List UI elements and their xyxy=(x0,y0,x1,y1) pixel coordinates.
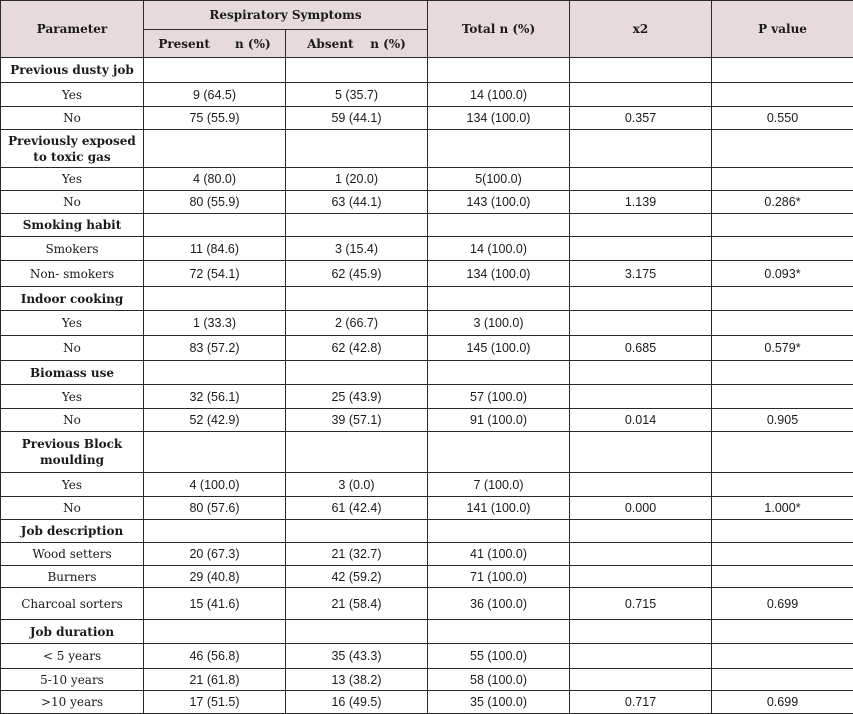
x2-cell: 0.000 xyxy=(570,497,712,520)
row-label: < 5 years xyxy=(1,644,144,669)
absent-cell: 5 (35.7) xyxy=(286,83,428,107)
table-row xyxy=(1,543,853,566)
row-label: Yes xyxy=(1,83,144,107)
x2-cell xyxy=(570,543,712,566)
x2-cell: 0.715 xyxy=(570,588,712,620)
total-cell: 91 (100.0) xyxy=(428,409,570,432)
total-cell: 3 (100.0) xyxy=(428,311,570,336)
section-title: Job duration xyxy=(1,620,144,644)
section-title: Indoor cooking xyxy=(1,287,144,311)
total-cell: 41 (100.0) xyxy=(428,543,570,566)
total-cell: 14 (100.0) xyxy=(428,83,570,107)
total-cell: 36 (100.0) xyxy=(428,588,570,620)
row-label: Non- smokers xyxy=(1,261,144,287)
section-title: Previous dusty job xyxy=(1,58,144,83)
x2-cell xyxy=(570,669,712,691)
empty-cell xyxy=(144,58,286,83)
total-cell: 134 (100.0) xyxy=(428,261,570,287)
table-row xyxy=(1,409,853,432)
header-p-value: P value xyxy=(712,1,853,58)
section-header-row xyxy=(1,520,853,543)
section-header-row xyxy=(1,130,853,168)
p-value-cell xyxy=(712,543,853,566)
absent-cell: 3 (15.4) xyxy=(286,237,428,261)
present-cell: 11 (84.6) xyxy=(144,237,286,261)
header-total: Total n (%) xyxy=(428,1,570,58)
row-label: Yes xyxy=(1,473,144,497)
table-row xyxy=(1,336,853,361)
row-label: 5-10 years xyxy=(1,669,144,691)
absent-cell: 42 (59.2) xyxy=(286,566,428,588)
p-value-cell: 0.093* xyxy=(712,261,853,287)
empty-cell xyxy=(428,130,570,168)
absent-cell: 2 (66.7) xyxy=(286,311,428,336)
row-label: Yes xyxy=(1,311,144,336)
absent-cell: 63 (44.1) xyxy=(286,191,428,214)
section-header-row xyxy=(1,432,853,473)
absent-cell: 59 (44.1) xyxy=(286,107,428,130)
absent-cell: 13 (38.2) xyxy=(286,669,428,691)
empty-cell xyxy=(286,287,428,311)
row-label: Yes xyxy=(1,385,144,409)
row-label: Wood setters xyxy=(1,543,144,566)
p-value-cell: 1.000* xyxy=(712,497,853,520)
empty-cell xyxy=(144,130,286,168)
present-cell: 72 (54.1) xyxy=(144,261,286,287)
empty-cell xyxy=(570,361,712,385)
x2-cell xyxy=(570,168,712,191)
present-cell: 83 (57.2) xyxy=(144,336,286,361)
present-cell: 32 (56.1) xyxy=(144,385,286,409)
section-header-row xyxy=(1,287,853,311)
total-cell: 143 (100.0) xyxy=(428,191,570,214)
row-label: Yes xyxy=(1,168,144,191)
section-header-row xyxy=(1,58,853,83)
total-cell: 145 (100.0) xyxy=(428,336,570,361)
empty-cell xyxy=(286,58,428,83)
present-cell: 17 (51.5) xyxy=(144,691,286,714)
total-cell: 14 (100.0) xyxy=(428,237,570,261)
present-cell: 75 (55.9) xyxy=(144,107,286,130)
total-cell: 57 (100.0) xyxy=(428,385,570,409)
empty-cell xyxy=(144,520,286,543)
p-value-cell xyxy=(712,83,853,107)
absent-cell: 21 (32.7) xyxy=(286,543,428,566)
p-value-cell: 0.699 xyxy=(712,588,853,620)
row-label: Smokers xyxy=(1,237,144,261)
absent-cell: 35 (43.3) xyxy=(286,644,428,669)
row-label: No xyxy=(1,191,144,214)
table-row xyxy=(1,669,853,691)
section-header-row xyxy=(1,214,853,237)
header-absent: Absent n (%) xyxy=(286,30,428,58)
total-cell: 7 (100.0) xyxy=(428,473,570,497)
section-header-row xyxy=(1,361,853,385)
table-body xyxy=(1,58,853,714)
table-row xyxy=(1,385,853,409)
empty-cell xyxy=(570,287,712,311)
header-present: Present n (%) xyxy=(144,30,286,58)
row-label: No xyxy=(1,409,144,432)
x2-cell xyxy=(570,473,712,497)
absent-cell: 39 (57.1) xyxy=(286,409,428,432)
total-cell: 5(100.0) xyxy=(428,168,570,191)
empty-cell xyxy=(286,620,428,644)
header-parameter: Parameter xyxy=(1,1,144,58)
empty-cell xyxy=(286,432,428,473)
present-cell: 9 (64.5) xyxy=(144,83,286,107)
table-row xyxy=(1,311,853,336)
empty-cell xyxy=(712,130,853,168)
table-header xyxy=(1,1,853,58)
p-value-cell xyxy=(712,644,853,669)
empty-cell xyxy=(428,361,570,385)
table-row xyxy=(1,237,853,261)
table-row xyxy=(1,261,853,287)
empty-cell xyxy=(712,214,853,237)
table-row xyxy=(1,497,853,520)
p-value-cell xyxy=(712,168,853,191)
present-cell: 21 (61.8) xyxy=(144,669,286,691)
present-cell: 15 (41.6) xyxy=(144,588,286,620)
section-title: Previous Block moulding xyxy=(1,432,144,473)
empty-cell xyxy=(428,214,570,237)
empty-cell xyxy=(570,214,712,237)
total-cell: 134 (100.0) xyxy=(428,107,570,130)
row-label: No xyxy=(1,336,144,361)
empty-cell xyxy=(570,520,712,543)
x2-cell: 3.175 xyxy=(570,261,712,287)
x2-cell xyxy=(570,311,712,336)
p-value-cell: 0.286* xyxy=(712,191,853,214)
section-title: Biomass use xyxy=(1,361,144,385)
p-value-cell xyxy=(712,237,853,261)
absent-cell: 62 (45.9) xyxy=(286,261,428,287)
p-value-cell xyxy=(712,385,853,409)
empty-cell xyxy=(428,520,570,543)
empty-cell xyxy=(712,287,853,311)
present-cell: 4 (80.0) xyxy=(144,168,286,191)
table-row xyxy=(1,473,853,497)
empty-cell xyxy=(144,214,286,237)
empty-cell xyxy=(712,361,853,385)
table-row xyxy=(1,191,853,214)
absent-cell: 16 (49.5) xyxy=(286,691,428,714)
table-row xyxy=(1,588,853,620)
table-row xyxy=(1,644,853,669)
present-cell: 1 (33.3) xyxy=(144,311,286,336)
row-label: No xyxy=(1,497,144,520)
x2-cell: 0.357 xyxy=(570,107,712,130)
p-value-cell: 0.699 xyxy=(712,691,853,714)
x2-cell xyxy=(570,385,712,409)
present-cell: 46 (56.8) xyxy=(144,644,286,669)
present-cell: 80 (55.9) xyxy=(144,191,286,214)
present-cell: 80 (57.6) xyxy=(144,497,286,520)
x2-cell: 0.717 xyxy=(570,691,712,714)
absent-cell: 21 (58.4) xyxy=(286,588,428,620)
header-x2: x2 xyxy=(570,1,712,58)
header-respiratory-symptoms: Respiratory Symptoms xyxy=(144,1,428,30)
empty-cell xyxy=(428,58,570,83)
section-title: Job description xyxy=(1,520,144,543)
empty-cell xyxy=(286,130,428,168)
row-label: Burners xyxy=(1,566,144,588)
total-cell: 58 (100.0) xyxy=(428,669,570,691)
section-header-row xyxy=(1,620,853,644)
section-title: Smoking habit xyxy=(1,214,144,237)
empty-cell xyxy=(428,432,570,473)
empty-cell xyxy=(712,520,853,543)
present-cell: 4 (100.0) xyxy=(144,473,286,497)
table-row xyxy=(1,168,853,191)
absent-cell: 62 (42.8) xyxy=(286,336,428,361)
row-label: Charcoal sorters xyxy=(1,588,144,620)
p-value-cell: 0.550 xyxy=(712,107,853,130)
table-row xyxy=(1,107,853,130)
empty-cell xyxy=(570,432,712,473)
empty-cell xyxy=(570,620,712,644)
p-value-cell xyxy=(712,473,853,497)
present-cell: 29 (40.8) xyxy=(144,566,286,588)
p-value-cell: 0.905 xyxy=(712,409,853,432)
total-cell: 71 (100.0) xyxy=(428,566,570,588)
absent-cell: 25 (43.9) xyxy=(286,385,428,409)
empty-cell xyxy=(712,58,853,83)
empty-cell xyxy=(144,432,286,473)
total-cell: 141 (100.0) xyxy=(428,497,570,520)
row-label: >10 years xyxy=(1,691,144,714)
p-value-cell: 0.579* xyxy=(712,336,853,361)
absent-cell: 61 (42.4) xyxy=(286,497,428,520)
absent-cell: 3 (0.0) xyxy=(286,473,428,497)
empty-cell xyxy=(144,287,286,311)
total-cell: 55 (100.0) xyxy=(428,644,570,669)
empty-cell xyxy=(570,130,712,168)
x2-cell: 0.685 xyxy=(570,336,712,361)
p-value-cell xyxy=(712,311,853,336)
x2-cell: 1.139 xyxy=(570,191,712,214)
present-cell: 20 (67.3) xyxy=(144,543,286,566)
empty-cell xyxy=(286,361,428,385)
empty-cell xyxy=(428,620,570,644)
x2-cell xyxy=(570,644,712,669)
x2-cell xyxy=(570,237,712,261)
empty-cell xyxy=(144,620,286,644)
x2-cell xyxy=(570,83,712,107)
empty-cell xyxy=(428,287,570,311)
table-row xyxy=(1,691,853,714)
x2-cell: 0.014 xyxy=(570,409,712,432)
empty-cell xyxy=(570,58,712,83)
table-row xyxy=(1,83,853,107)
p-value-cell xyxy=(712,669,853,691)
empty-cell xyxy=(712,432,853,473)
row-label: No xyxy=(1,107,144,130)
empty-cell xyxy=(712,620,853,644)
empty-cell xyxy=(144,361,286,385)
x2-cell xyxy=(570,566,712,588)
present-cell: 52 (42.9) xyxy=(144,409,286,432)
table-row xyxy=(1,566,853,588)
empty-cell xyxy=(286,520,428,543)
absent-cell: 1 (20.0) xyxy=(286,168,428,191)
empty-cell xyxy=(286,214,428,237)
section-title: Previously exposed to toxic gas xyxy=(1,130,144,168)
total-cell: 35 (100.0) xyxy=(428,691,570,714)
p-value-cell xyxy=(712,566,853,588)
